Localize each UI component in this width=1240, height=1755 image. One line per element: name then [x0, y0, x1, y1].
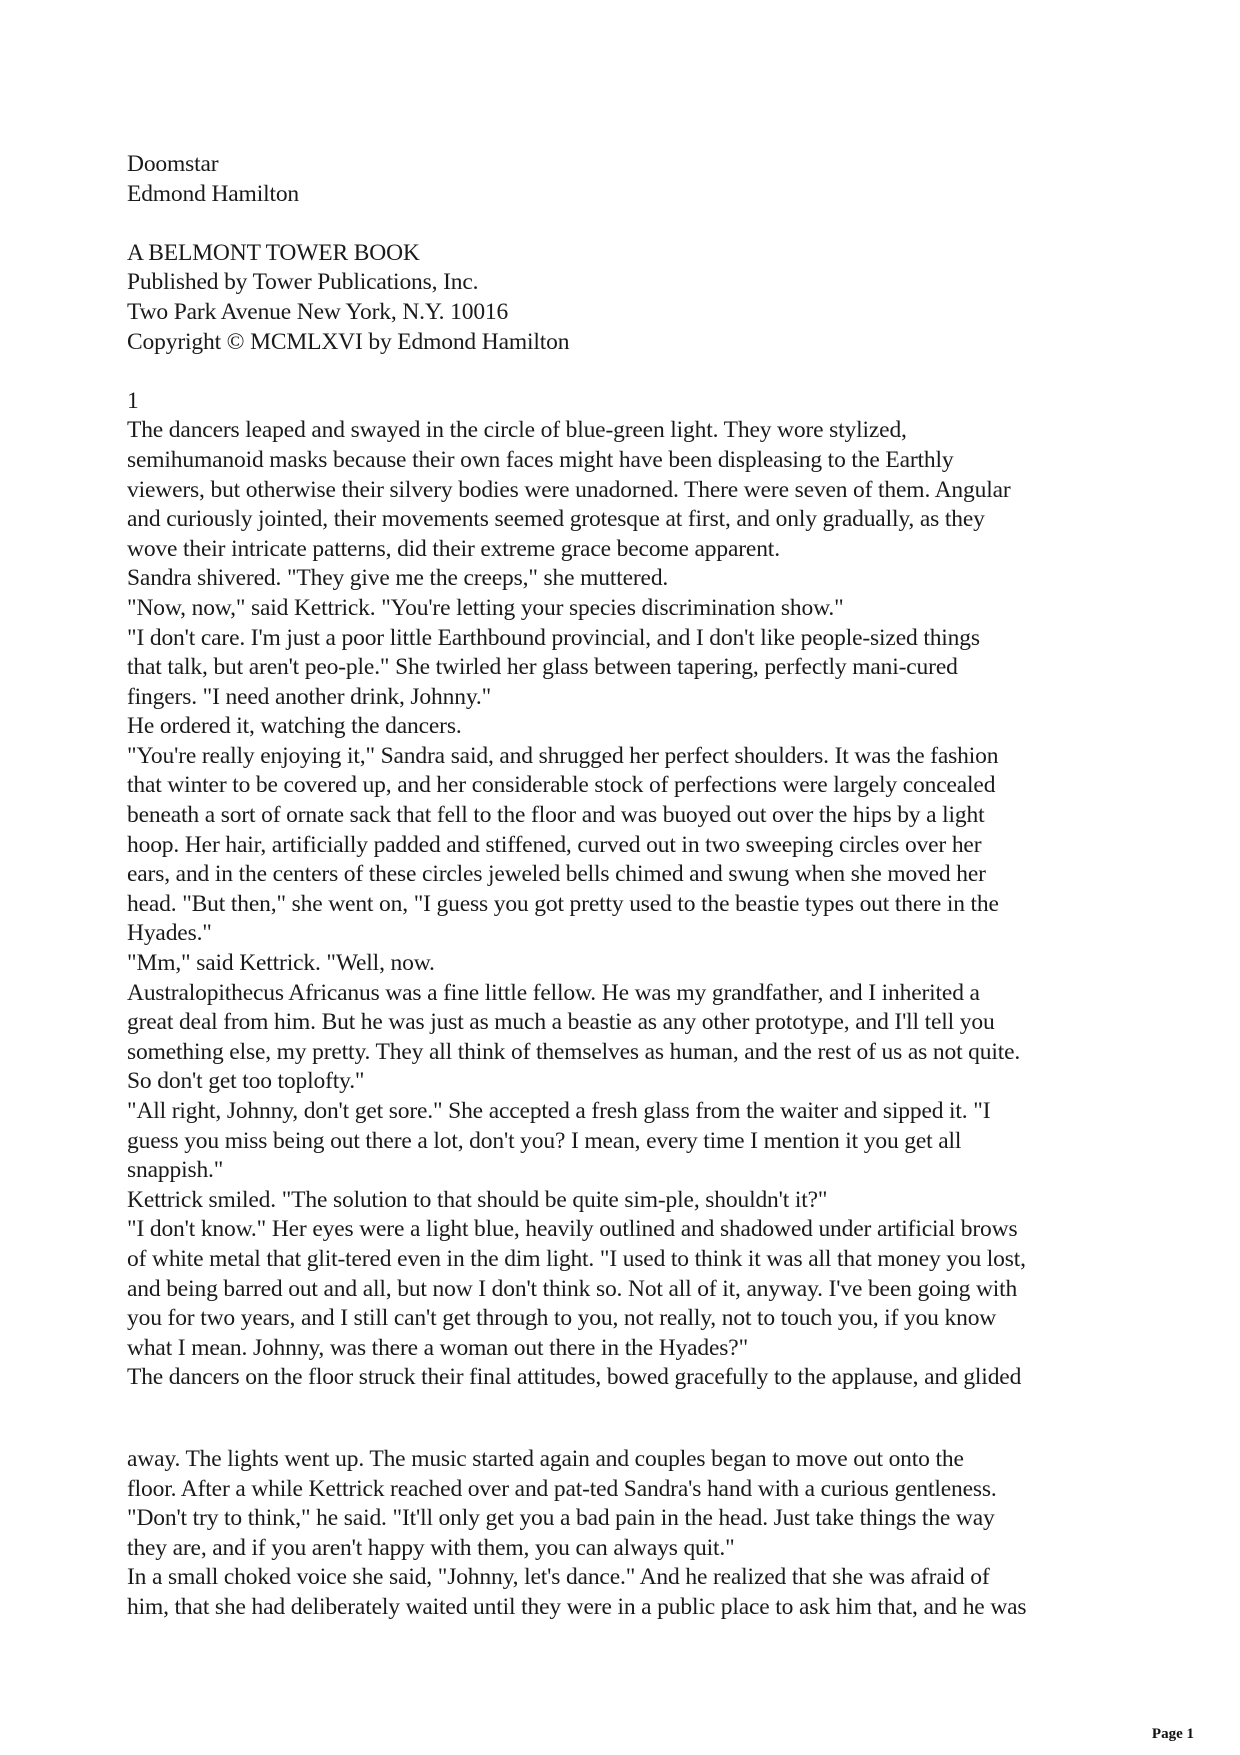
text-line: So don't get too toplofty.": [127, 1068, 365, 1095]
spacer: [127, 209, 1117, 239]
publisher-line: Copyright © MCMLXVI by Edmond Hamilton: [127, 328, 570, 355]
publisher-line: Published by Tower Publications, Inc.: [127, 269, 479, 296]
text-line: away. The lights went up. The music started again and couples began to move out onto the: [127, 1446, 964, 1472]
spacer: [127, 357, 1117, 387]
text-block: [127, 150, 1117, 1393]
text-line: beneath a sort of ornate sack that fell to the floor and was buoyed out over the hips by a light: [127, 802, 985, 829]
text-line: fingers. "I need another drink, Johnny.": [127, 683, 492, 710]
text-line: "You're really enjoying it," Sandra said, and shrugged her perfect shoulders. It was the fashion: [127, 742, 999, 769]
text-line: Australopithecus Africanus was a fine little fellow. He was my grandfather, and I inherited a: [127, 979, 980, 1006]
publisher-line: Two Park Avenue New York, N.Y. 10016: [127, 298, 509, 325]
text-line: Sandra shivered. "They give me the creeps," she muttered.: [127, 565, 669, 592]
book-title: Doomstar: [127, 151, 219, 177]
text-line: great deal from him. But he was just as much a beastie as any other prototype, and I'll tell you: [127, 1009, 995, 1036]
text-line: "Don't try to think," he said. "It'll only get you a bad pain in the head. Just take things the way: [127, 1505, 995, 1532]
text-line: something else, my pretty. They all think of themselves as human, and the rest of us as not quite.: [127, 1038, 1021, 1065]
text-line: what I mean. Johnny, was there a woman out there in the Hyades?": [127, 1334, 749, 1361]
text-line: viewers, but otherwise their silvery bodies were unadorned. There were seven of them. Angular: [127, 476, 1011, 503]
chapter-body-part2: [127, 1445, 1117, 1623]
text-line: "I don't care. I'm just a poor little Earthbound provincial, and I don't like people-sized things: [127, 624, 980, 651]
text-line: In a small choked voice she said, "Johnny, let's dance." And he realized that she was afraid of: [127, 1564, 990, 1591]
text-line: "All right, Johnny, don't get sore." She accepted a fresh glass from the waiter and sipped it. "I: [127, 1098, 991, 1124]
text-line: and being barred out and all, but now I don't think so. Not all of it, anyway. I've been going with: [127, 1275, 1018, 1302]
text-line: wove their intricate patterns, did their extreme grace become apparent.: [127, 535, 780, 562]
text-line: you for two years, and I still can't get through to you, not really, not to touch you, if you know: [127, 1305, 997, 1332]
text-line: Hyades.": [127, 920, 212, 947]
chapter-body-part1: [127, 416, 1117, 1393]
text-line: He ordered it, watching the dancers.: [127, 713, 462, 740]
text-line: The dancers on the floor struck their final attitudes, bowed gracefully to the applause, and glided: [127, 1364, 1022, 1391]
text-line: "Now, now," said Kettrick. "You're letting your species discrimination show.": [127, 594, 844, 621]
text-line: they are, and if you aren't happy with them, you can always quit.": [127, 1534, 735, 1561]
text-line: semihumanoid masks because their own faces might have been displeasing to the Earthly: [127, 446, 954, 473]
text-line: guess you miss being out there a lot, don't you? I mean, every time I mention it you get all: [127, 1127, 962, 1154]
text-line: floor. After a while Kettrick reached over and pat-ted Sandra's hand with a curious gentleness.: [127, 1475, 997, 1502]
text-line: "Mm," said Kettrick. "Well, now.: [127, 950, 435, 977]
text-line: that talk, but aren't peo-ple." She twirled her glass between tapering, perfectly mani-cured: [127, 654, 958, 681]
publisher-block: [127, 239, 1117, 357]
text-line: ears, and in the centers of these circles jeweled bells chimed and swung when she moved her: [127, 861, 986, 888]
page-number: Page 1: [1151, 1726, 1194, 1742]
text-line: of white metal that glit-tered even in the dim light. "I used to think it was all that money you lost,: [127, 1245, 1026, 1272]
text-line: hoop. Her hair, artificially padded and stiffened, curved out in two sweeping circles over her: [127, 831, 982, 858]
chapter-number: 1: [127, 387, 139, 414]
text-line: Kettrick smiled. "The solution to that should be quite sim-ple, shouldn't it?": [127, 1186, 828, 1213]
publisher-line: A BELMONT TOWER BOOK: [127, 239, 420, 266]
text-line: The dancers leaped and swayed in the circle of blue-green light. They wore stylized,: [127, 417, 907, 444]
book-author: Edmond Hamilton: [127, 180, 300, 207]
text-line: head. "But then," she went on, "I guess you got pretty used to the beastie types out there in the: [127, 890, 999, 917]
text-line: and curiously jointed, their movements seemed grotesque at first, and only gradually, as they: [127, 506, 985, 533]
text-line: that winter to be covered up, and her considerable stock of perfections were largely concealed: [127, 772, 996, 799]
text-line: "I don't know." Her eyes were a light blue, heavily outlined and shadowed under artificial brows: [127, 1216, 1018, 1243]
text-line: snappish.": [127, 1157, 224, 1184]
text-line: him, that she had deliberately waited until they were in a public place to ask him that, and he was: [127, 1593, 1027, 1620]
